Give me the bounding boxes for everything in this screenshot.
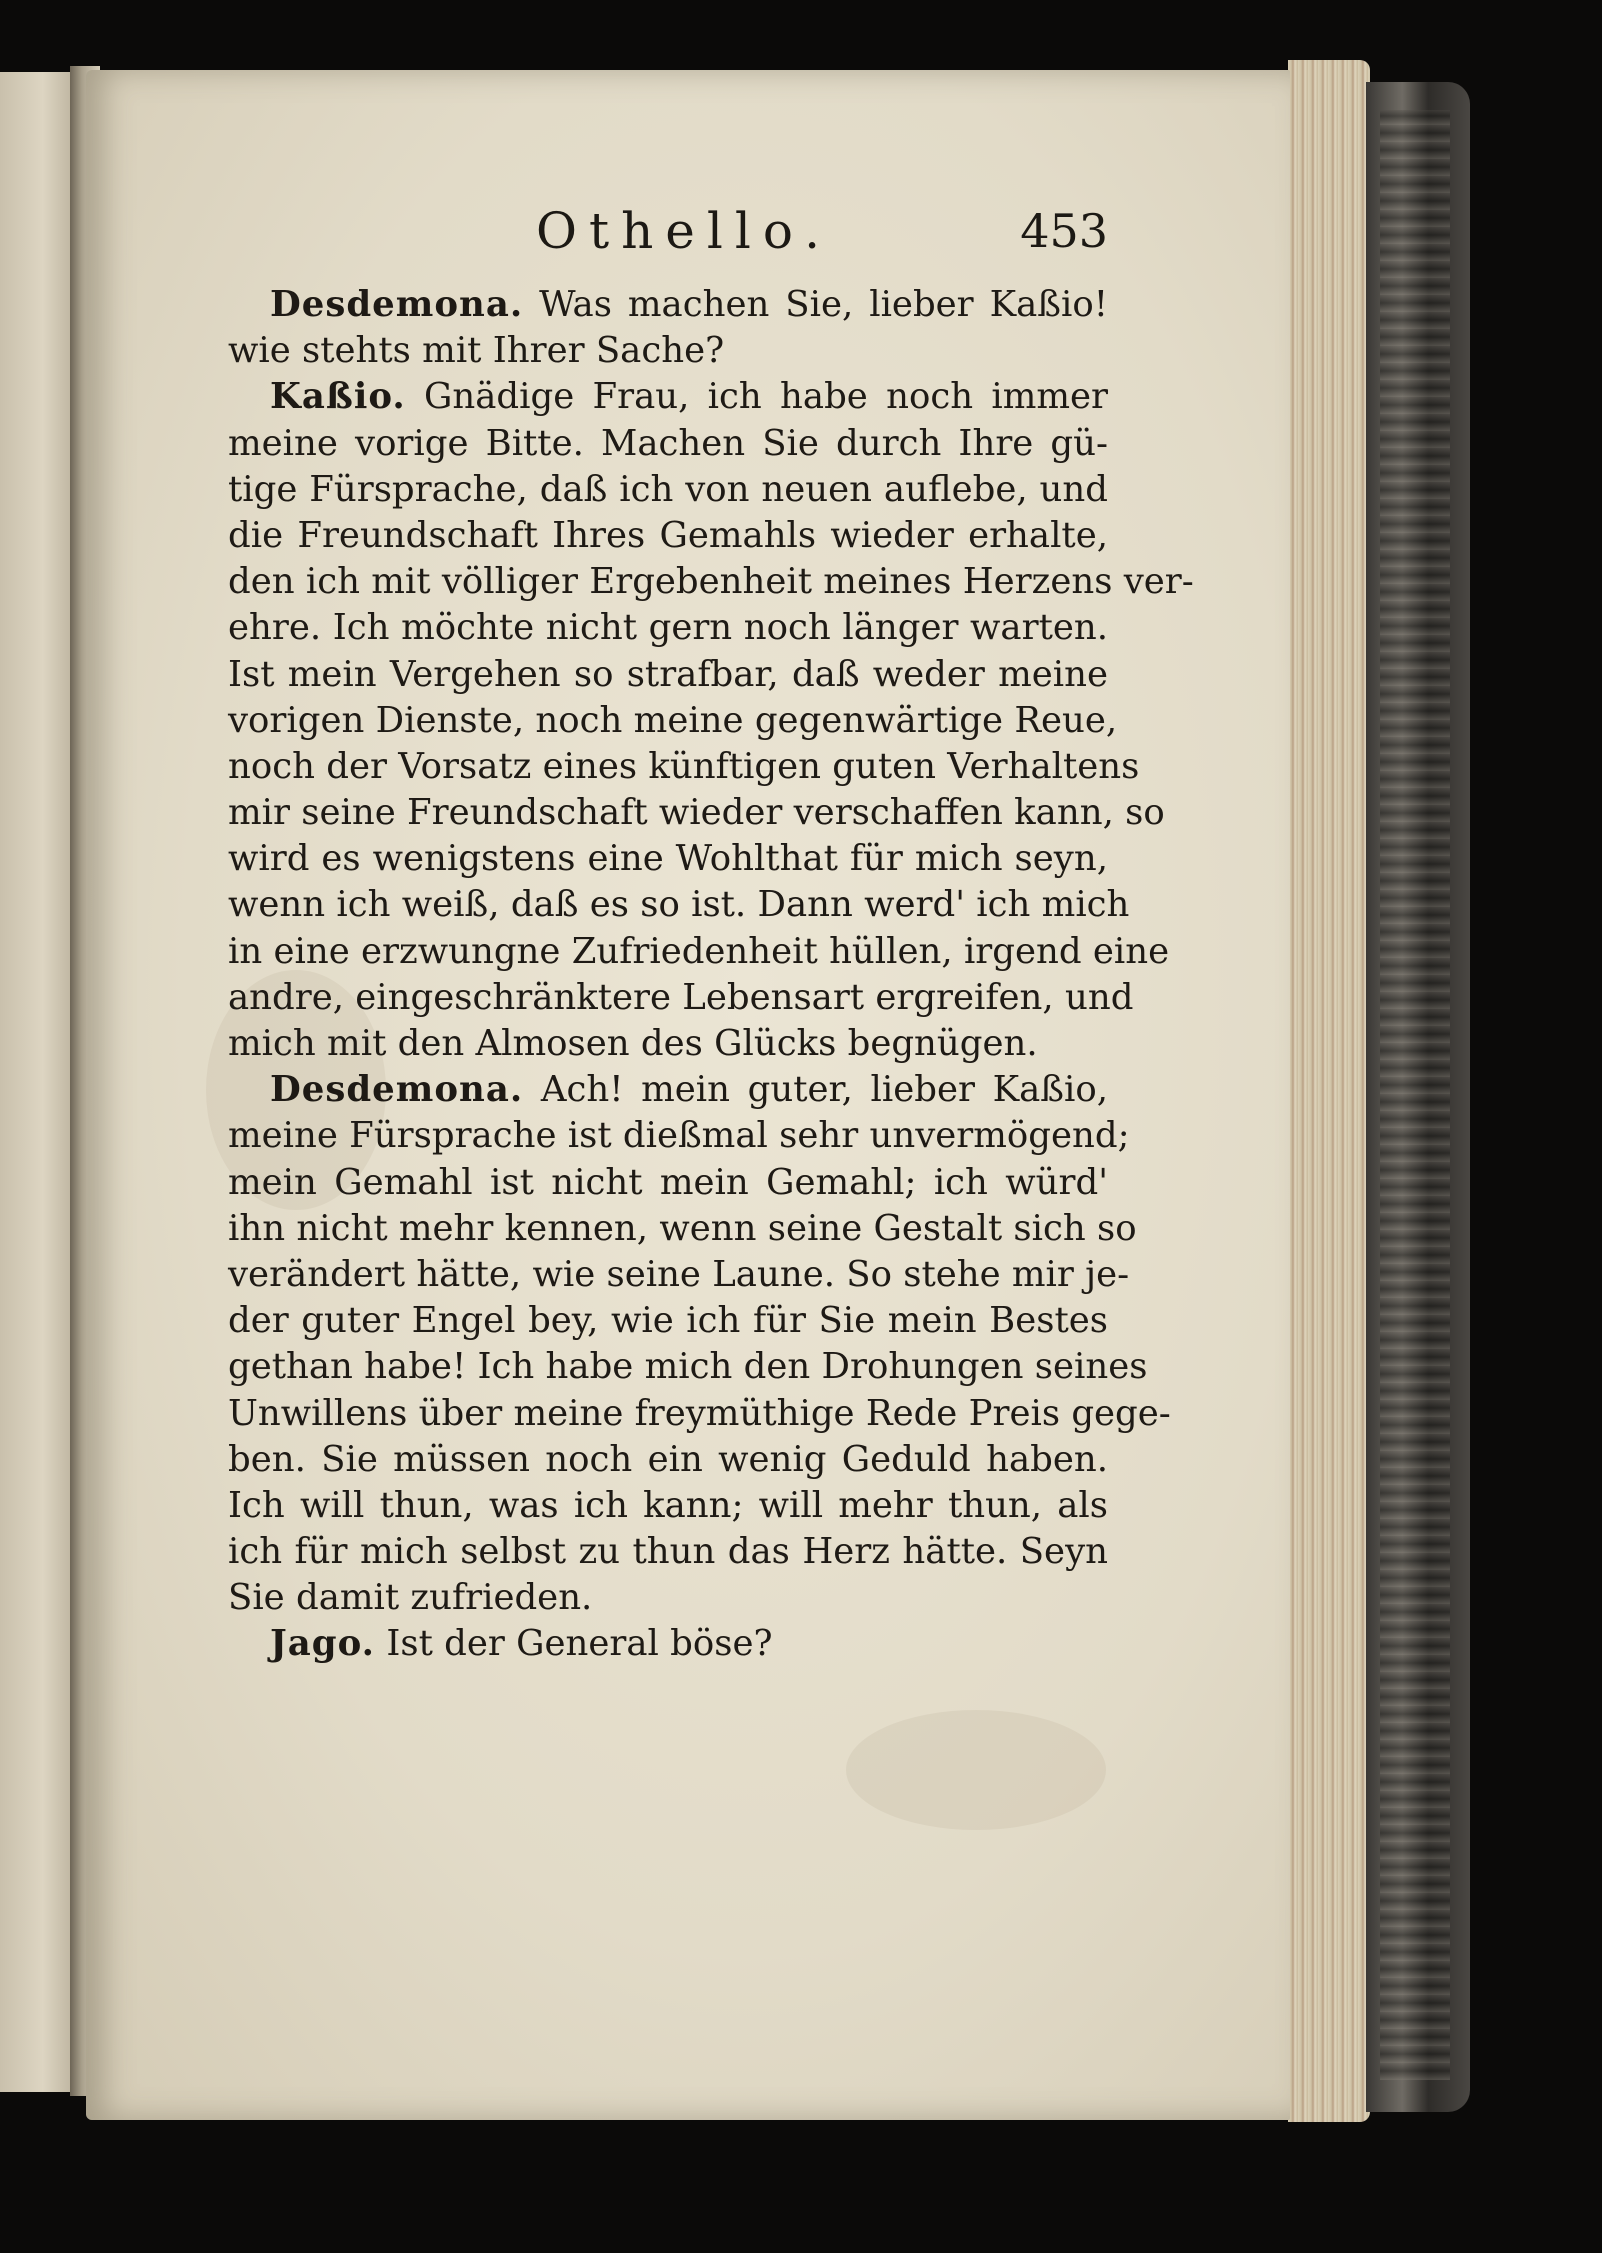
line-text: ben. Sie müssen noch ein wenig Geduld haben.: [228, 1438, 1108, 1480]
line-text: ehre. Ich möchte nicht gern noch länger warten.: [228, 607, 1108, 649]
line-text: Was machen Sie, lieber Kaßio!: [523, 284, 1108, 325]
text-line: [228, 1437, 1108, 1483]
speaker-name: Desdemona.: [270, 284, 524, 325]
line-text: wird es wenigstens eine Wohlthat für mich seyn,: [228, 838, 1108, 880]
text-line: [228, 1252, 1130, 1298]
line-text: die Freundschaft Ihres Gemahls wieder erhalte,: [228, 514, 1108, 556]
running-title: Othello.: [536, 202, 832, 260]
text-line: [228, 929, 1170, 975]
text-line: [228, 698, 1118, 744]
text-line: [228, 1344, 1148, 1390]
text-line: [228, 282, 1108, 328]
speaker-name: Kaßio.: [270, 376, 406, 418]
line-text: mir seine Freundschaft wieder verschaffen kann, so: [228, 792, 1165, 834]
running-head: [228, 202, 1108, 272]
line-text: der guter Engel bey, wie ich für Sie mein Bestes: [228, 1300, 1108, 1342]
text-line: [228, 328, 1108, 374]
line-text: Gnädige Frau, ich habe noch immer: [405, 376, 1108, 418]
line-text: mich mit den Almosen des Glücks begnügen.: [228, 1023, 1038, 1064]
text-line: [228, 1021, 1108, 1067]
text-line: [228, 559, 1194, 605]
line-text: ich für mich selbst zu thun das Herz hätte. Seyn: [228, 1531, 1108, 1573]
text-line: [228, 1575, 1108, 1621]
text-line: [228, 1206, 1137, 1252]
text-line: [228, 467, 1108, 513]
text-line: [228, 836, 1108, 882]
page-number: 453: [1020, 204, 1108, 258]
text-line: [228, 975, 1134, 1021]
line-text: mein Gemahl ist nicht mein Gemahl; ich würd': [228, 1161, 1108, 1203]
line-text: den ich mit völliger Ergebenheit meines Herzens ver-: [228, 561, 1194, 603]
line-text: meine vorige Bitte. Machen Sie durch Ihre gü-: [228, 422, 1108, 464]
page-body-text: [228, 282, 1194, 1668]
text-line: [228, 1298, 1108, 1344]
text-line: [228, 1529, 1108, 1575]
line-text: tige Fürsprache, daß ich von neuen auflebe, und: [228, 468, 1108, 510]
line-text: gethan habe! Ich habe mich den Drohungen seines: [228, 1346, 1148, 1388]
text-line: [228, 374, 1108, 420]
text-line: [228, 1621, 1108, 1667]
text-line: [228, 1391, 1171, 1437]
line-text: Sie damit zufrieden.: [228, 1577, 593, 1619]
text-line: [228, 605, 1108, 651]
line-text: ihn nicht mehr kennen, wenn seine Gestalt sich so: [228, 1207, 1137, 1249]
page-block-edge: [1288, 60, 1370, 2122]
text-line: [228, 744, 1140, 790]
text-line: [228, 1113, 1130, 1159]
text-line: [228, 882, 1130, 928]
text-line: [228, 652, 1108, 698]
speaker-name: Desdemona.: [270, 1069, 524, 1111]
previous-page-edge: [0, 72, 78, 2092]
text-line: [228, 1067, 1108, 1113]
line-text: Ich will thun, was ich kann; will mehr thun, als: [228, 1484, 1108, 1526]
line-text: Ist mein Vergehen so strafbar, daß weder meine: [228, 653, 1108, 695]
cover-texture: [1380, 110, 1450, 2080]
line-text: Unwillens über meine freymüthige Rede Preis gege-: [228, 1392, 1171, 1434]
line-text: in eine erzwungne Zufriedenheit hüllen, irgend eine: [228, 930, 1170, 972]
line-text: noch der Vorsatz eines künftigen guten Verhaltens: [228, 745, 1140, 787]
text-line: [228, 421, 1108, 467]
text-line: [228, 790, 1165, 836]
line-text: vorigen Dienste, noch meine gegenwärtige Reue,: [228, 699, 1118, 741]
speaker-name: Jago.: [270, 1623, 376, 1665]
line-text: Ach! mein guter, lieber Kaßio,: [523, 1069, 1108, 1111]
line-text: wie stehts mit Ihrer Sache?: [228, 330, 725, 372]
line-text: wenn ich weiß, daß es so ist. Dann werd' ich mich: [228, 884, 1130, 926]
line-text: andre, eingeschränktere Lebensart ergreifen, und: [228, 976, 1134, 1018]
text-line: [228, 1160, 1108, 1206]
line-text: meine Fürsprache ist dießmal sehr unvermögend;: [228, 1115, 1130, 1157]
line-text: Ist der General böse?: [375, 1623, 773, 1665]
line-text: verändert hätte, wie seine Laune. So stehe mir je-: [228, 1253, 1130, 1295]
paper-stain: [846, 1710, 1106, 1830]
text-line: [228, 1483, 1108, 1529]
text-line: [228, 513, 1108, 559]
